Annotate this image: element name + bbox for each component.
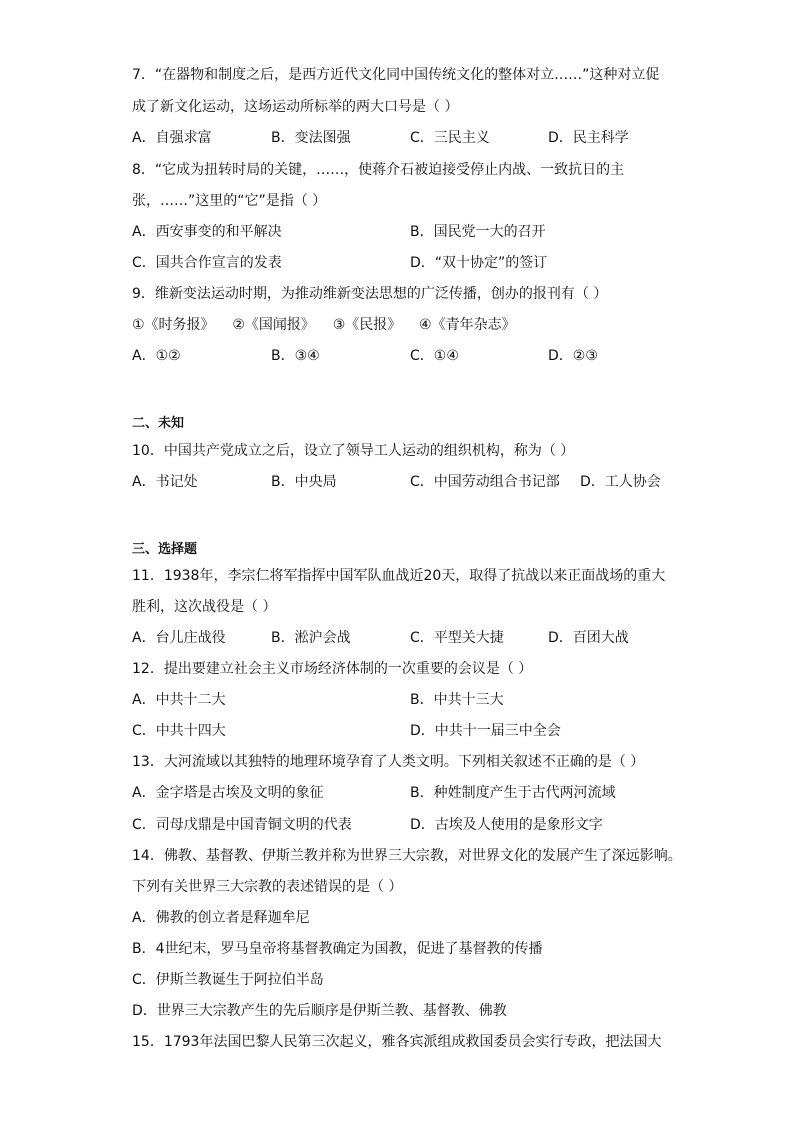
question-11-stem-line2: 胜利，这次战役是（ ） [132, 599, 277, 615]
question-10-option-d[interactable]: D．工人协会 [580, 474, 661, 490]
question-14-stem-line2: 下列有关世界三大宗教的表述错误的是（ ） [132, 879, 403, 895]
question-10-option-b[interactable]: B．中央局 [271, 474, 337, 490]
question-8-stem-line2: 张，……”这里的“它”是指（ ） [132, 193, 327, 209]
question-13-stem: 13．大河流域以其独特的地理环境孕育了人类文明。下列相关叙述不正确的是（ ） [132, 754, 645, 770]
question-7-stem-line1: 7．“在器物和制度之后，是西方近代文化同中国传统文化的整体对立……”这种对立促 [132, 67, 660, 83]
question-8-stem-line1: 8．“它成为扭转时局的关键，……，使蒋介石被迫接受停止内战、一致抗日的主 [132, 162, 625, 178]
question-15-stem-line1: 15．1793年法国巴黎人民第三次起义，雅各宾派组成救国委员会实行专政，把法国大 [132, 1034, 662, 1050]
question-10-stem: 10．中国共产党成立之后，设立了领导工人运动的组织机构，称为（ ） [132, 443, 575, 459]
question-14-option-a[interactable]: A．佛教的创立者是释迦牟尼 [132, 910, 310, 926]
question-13-option-b[interactable]: B．种姓制度产生于古代两河流域 [410, 785, 616, 801]
question-9-option-d[interactable]: D．②③ [548, 348, 598, 364]
question-9-items: ①《时务报》 ②《国闻报》 ③《民报》 ④《青年杂志》 [132, 317, 516, 333]
question-13-option-d[interactable]: D．古埃及人使用的是象形文字 [410, 817, 603, 833]
question-12-option-d[interactable]: D．中共十一届三中全会 [410, 723, 561, 739]
question-12-option-a[interactable]: A．中共十二大 [132, 692, 226, 708]
question-11-option-b[interactable]: B．淞沪会战 [271, 630, 351, 646]
question-9-option-b[interactable]: B．③④ [271, 348, 320, 364]
question-11-stem-line1: 11．1938年，李宗仁将军指挥中国军队血战近20天，取得了抗战以来正面战场的重大 [132, 568, 666, 584]
question-8-option-a[interactable]: A．西安事变的和平解决 [132, 224, 282, 240]
question-7-option-b[interactable]: B．变法图强 [271, 130, 351, 146]
question-11-option-c[interactable]: C．平型关大捷 [410, 630, 504, 646]
question-10-option-c[interactable]: C．中国劳动组合书记部 [410, 474, 560, 490]
question-12-option-c[interactable]: C．中共十四大 [132, 723, 226, 739]
question-9-option-c[interactable]: C．①④ [410, 348, 459, 364]
question-14-option-c[interactable]: C．伊斯兰教诞生于阿拉伯半岛 [132, 972, 324, 988]
question-9-stem: 9．维新变法运动时期，为推动维新变法思想的广泛传播，创办的报刊有（ ） [132, 286, 608, 302]
question-14-option-b[interactable]: B．4世纪末，罗马皇帝将基督教确定为国教，促进了基督教的传播 [132, 941, 543, 957]
question-13-option-c[interactable]: C．司母戊鼎是中国青铜文明的代表 [132, 817, 352, 833]
question-14-option-d[interactable]: D．世界三大宗教产生的先后顺序是伊斯兰教、基督教、佛教 [132, 1003, 507, 1019]
question-13-option-a[interactable]: A．金字塔是古埃及文明的象征 [132, 785, 324, 801]
question-7-stem-line2: 成了新文化运动，这场运动所标举的两大口号是（ ） [132, 99, 459, 115]
question-9-option-a[interactable]: A．①② [132, 348, 181, 364]
question-14-stem-line1: 14．佛教、基督教、伊斯兰教并称为世界三大宗教，对世界文化的发展产生了深远影响。 [132, 848, 682, 864]
question-12-stem: 12．提出要建立社会主义市场经济体制的一次重要的会议是（ ） [132, 661, 533, 677]
question-8-option-d[interactable]: D．“双十协定”的签订 [410, 255, 548, 271]
question-7-option-d[interactable]: D．民主科学 [548, 130, 629, 146]
question-7-option-a[interactable]: A．自强求富 [132, 130, 212, 146]
section-2-heading: 二、未知 [132, 416, 185, 431]
question-8-option-b[interactable]: B．国民党一大的召开 [410, 224, 546, 240]
question-7-option-c[interactable]: C．三民主义 [410, 130, 490, 146]
question-10-option-a[interactable]: A．书记处 [132, 474, 198, 490]
question-12-option-b[interactable]: B．中共十三大 [410, 692, 504, 708]
question-11-option-d[interactable]: D．百团大战 [548, 630, 629, 646]
question-8-option-c[interactable]: C．国共合作宣言的发表 [132, 255, 282, 271]
question-11-option-a[interactable]: A．台儿庄战役 [132, 630, 226, 646]
section-3-heading: 三、选择题 [132, 542, 198, 557]
